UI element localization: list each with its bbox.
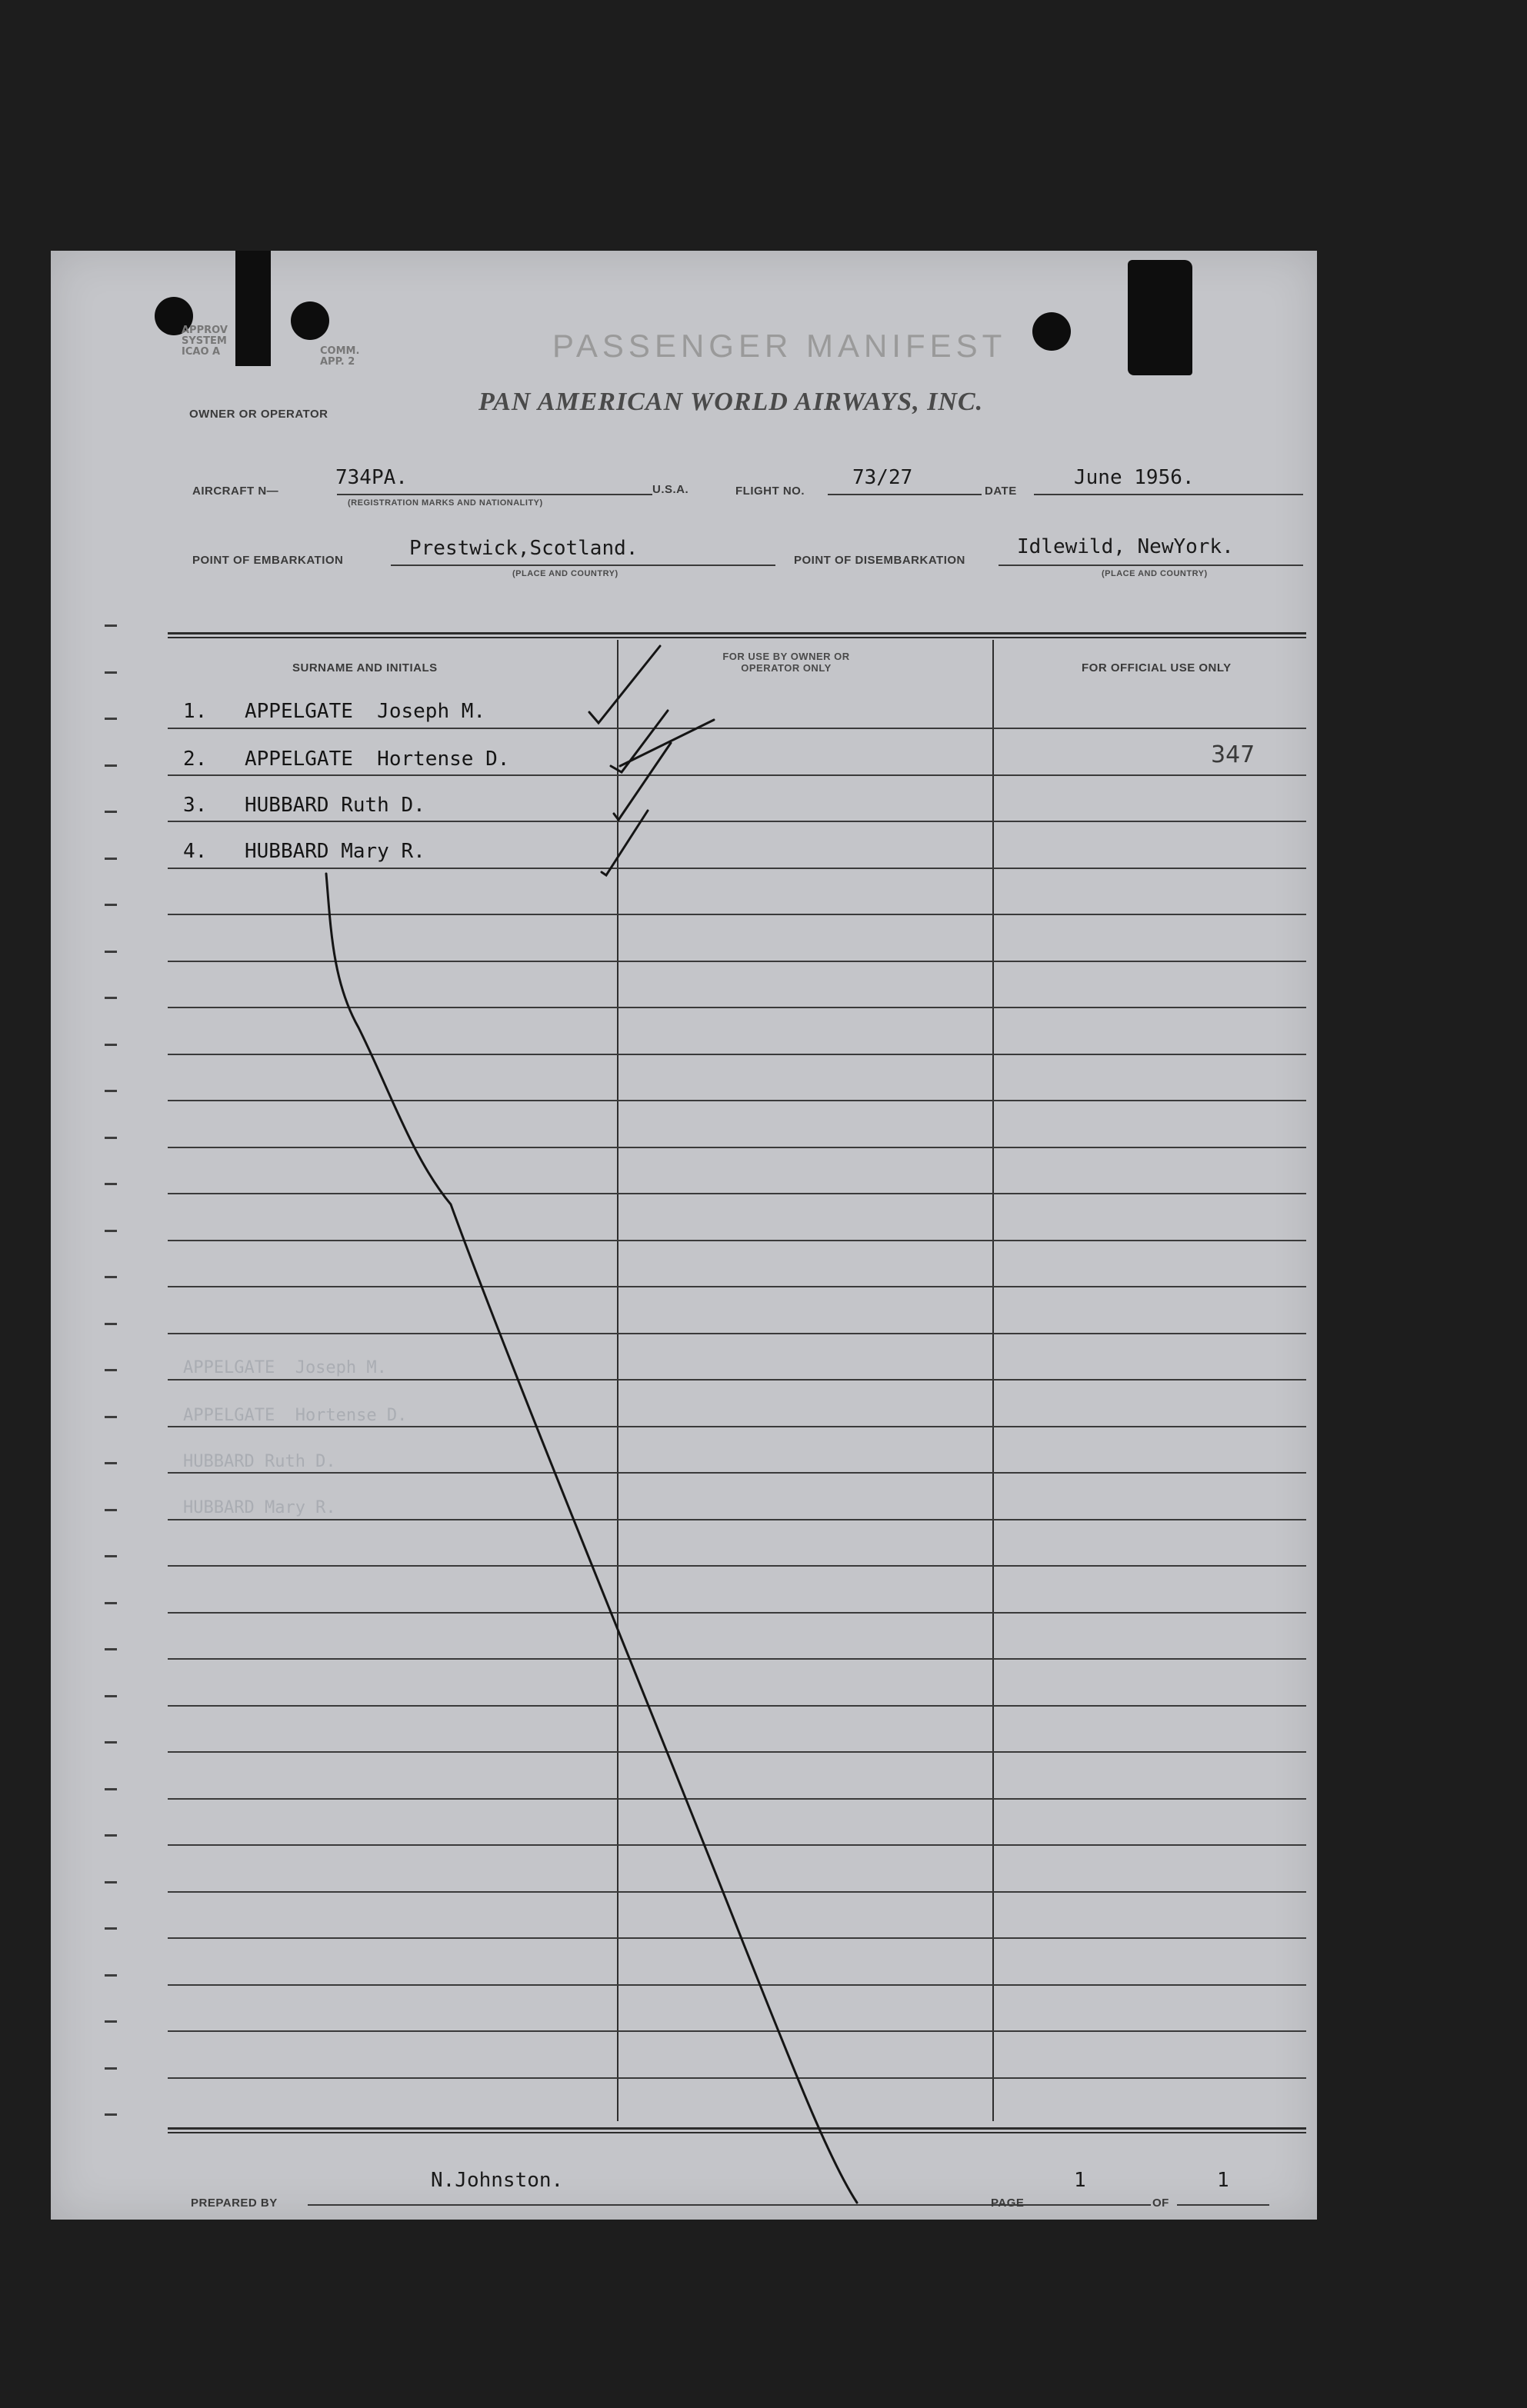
operator-name: PAN AMERICAN WORLD AIRWAYS, INC. [478,388,984,416]
approval-line: APP. 2 [320,356,355,368]
checkmark-icon [602,811,648,875]
passenger-number: 2. [183,748,208,771]
page-total: 1 [1217,2169,1229,2192]
of-label: OF [1152,2197,1169,2210]
approval-line: SYSTEM [182,335,227,347]
of-underline [1177,2204,1269,2206]
checkmark-icon [611,711,668,772]
ghost-entry: APPELGATE Joseph M. [183,1358,387,1377]
approval-line: COMM. [320,345,360,357]
manifest-page [51,251,1317,2220]
date-label: DATE [985,485,1017,498]
aircraft-label: AIRCRAFT N— [192,485,279,498]
prepared-value: N.Johnston. [431,2169,564,2192]
handwriting-overlay [51,251,1317,2220]
manifest-title: PASSENGER MANIFEST [552,328,1007,364]
col-header-surname: SURNAME AND INITIALS [292,661,438,674]
page-underline [1028,2204,1151,2206]
passenger-name: HUBBARD Mary R. [245,840,425,863]
disembark-label: POINT OF DISEMBARKATION [794,554,965,567]
embark-note: (PLACE AND COUNTRY) [512,569,618,578]
slash-line [326,874,857,2203]
aircraft-value: 734PA. [335,466,408,489]
passenger-name: APPELGATE Hortense D. [245,748,510,771]
embark-label: POINT OF EMBARKATION [192,554,344,567]
disembark-value: Idlewild, NewYork. [1017,535,1234,558]
usa-label: U.S.A. [652,483,689,496]
col-header-owner-use: FOR USE BY OWNER OR OPERATOR ONLY [722,651,850,674]
prepared-label: PREPARED BY [191,2197,278,2210]
owner-label: OWNER OR OPERATOR [189,408,328,421]
checkmark-icon [589,646,660,723]
page-number: 1 [1074,2169,1086,2192]
approval-line: ICAO A [182,346,221,358]
embark-value: Prestwick,Scotland. [409,537,638,560]
flight-value: 73/27 [852,466,913,489]
registration-note: (REGISTRATION MARKS AND NATIONALITY) [348,498,543,508]
page-label: PAGE [991,2197,1025,2210]
ghost-entry: APPELGATE Hortense D. [183,1406,408,1425]
disembark-note: (PLACE AND COUNTRY) [1102,569,1208,578]
date-value: June 1956. [1074,466,1195,489]
ghost-entry: HUBBARD Ruth D. [183,1452,336,1471]
checkmark-icon [620,720,714,766]
official-note: 347 [1211,741,1255,768]
passenger-name: HUBBARD Ruth D. [245,794,425,817]
ghost-entry: HUBBARD Mary R. [183,1498,336,1517]
passenger-name: APPELGATE Joseph M. [245,700,486,723]
col-header-official-use: FOR OFFICIAL USE ONLY [1082,661,1232,674]
flight-label: FLIGHT NO. [735,485,805,498]
passenger-number: 1. [183,700,208,723]
prepared-underline [308,2204,1039,2206]
passenger-number: 3. [183,794,208,817]
approval-line: APPROV [182,325,228,336]
passenger-number: 4. [183,840,208,863]
